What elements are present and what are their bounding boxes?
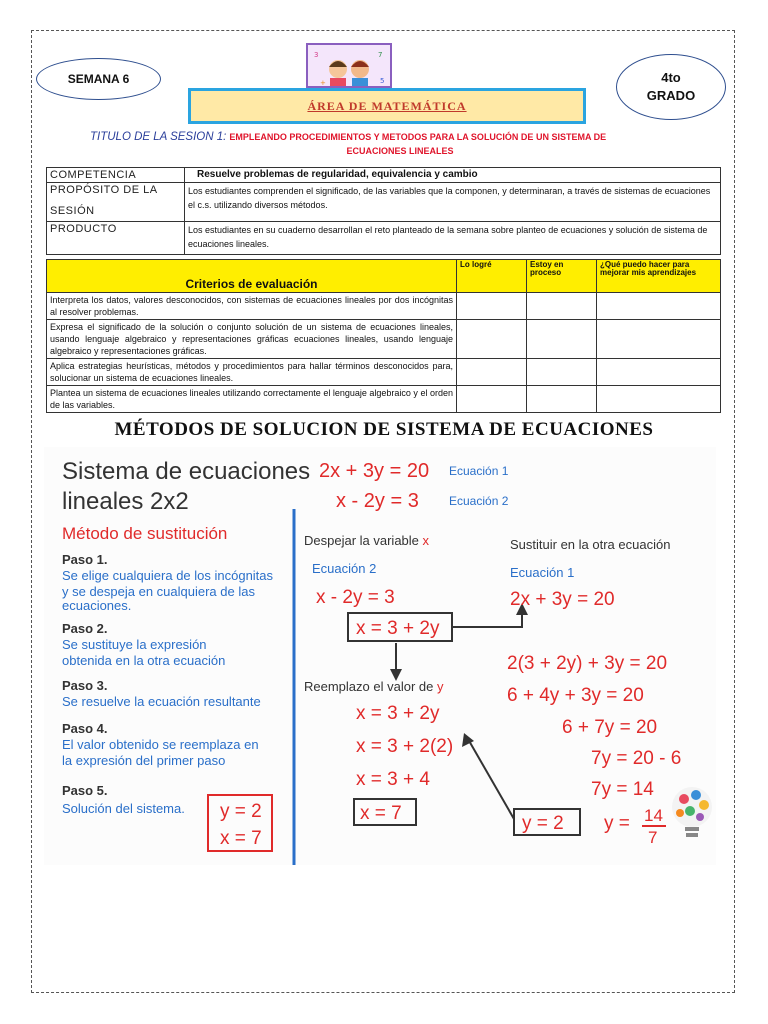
fraction-numerator: 14 xyxy=(644,806,663,825)
figure-heading-1: Sistema de ecuaciones xyxy=(62,458,311,485)
sustituir-label: Sustituir en la otra ecuación xyxy=(510,537,671,552)
substitute-step3: 6 + 7y = 20 xyxy=(562,717,658,738)
col-header-proceso: Estoy en proceso xyxy=(527,260,597,293)
session-title-line1: EMPLEANDO PROCEDIMIENTOS Y METODOS PARA LA SOLUCIÓN DE UN SISTEMA DE xyxy=(229,132,607,142)
paso4-line1: El valor obtenido se reemplaza en xyxy=(62,737,259,752)
col-header-logre: Lo logré xyxy=(457,260,527,293)
check-cell-logre[interactable] xyxy=(457,359,527,386)
check-cell-logre[interactable] xyxy=(457,386,527,413)
despejar-text: Despejar la variable xyxy=(304,533,419,548)
area-title: ÁREA DE MATEMÁTICA xyxy=(307,98,467,113)
solution-x: x = 7 xyxy=(220,828,262,849)
check-cell-logre[interactable] xyxy=(457,293,527,320)
ecuacion1-label: Ecuación 1 xyxy=(510,565,575,580)
paso1-line1: Se elige cualquiera de los incógnitas xyxy=(62,568,274,583)
substitute-step1: 2(3 + 2y) + 3y = 20 xyxy=(507,653,668,674)
criterion-row xyxy=(47,386,721,413)
eq2: x - 2y = 3 xyxy=(336,490,419,512)
evaluation-table xyxy=(46,259,721,413)
proposito-label-line2: SESIÓN xyxy=(50,205,95,217)
grado-label: GRADO xyxy=(646,88,696,103)
paso5-title: Paso 5. xyxy=(62,783,108,798)
reemplazo-step3: x = 3 + 4 xyxy=(356,769,430,790)
despejar-label xyxy=(304,533,430,548)
paso4-line2: la expresión del primer paso xyxy=(62,753,226,768)
figure-heading-2: lineales 2x2 xyxy=(62,488,189,515)
paso4-title: Paso 4. xyxy=(62,721,108,736)
criterion-text: Interpreta los datos, valores desconocidos, con sistemas de ecuaciones lineales por dos incógnitas al resolver problemas. xyxy=(47,293,457,320)
check-cell-proceso[interactable] xyxy=(527,320,597,359)
competencia-row xyxy=(47,168,721,183)
paso2-line1: Se sustituye la expresión xyxy=(62,637,207,652)
check-cell-logre[interactable] xyxy=(457,320,527,359)
substitute-equation: 2x + 3y = 20 xyxy=(510,589,615,610)
criterion-row xyxy=(47,359,721,386)
eq2-tag: Ecuación 2 xyxy=(449,494,509,508)
grado-number: 4to xyxy=(661,70,681,85)
area-banner xyxy=(188,88,586,124)
criterion-row xyxy=(47,293,721,320)
despejar-var: x xyxy=(422,533,430,548)
check-cell-proceso[interactable] xyxy=(527,359,597,386)
col-header-mejorar: ¿Qué puedo hacer para mejorar mis aprendizajes xyxy=(597,260,721,293)
competencia-label: COMPETENCIA xyxy=(47,168,185,183)
check-cell-proceso[interactable] xyxy=(527,293,597,320)
reemplazo-label xyxy=(304,679,444,694)
criterion-text: Plantea un sistema de ecuaciones lineales utilizando correctamente el lenguaje algebraico y el orden de las variables. xyxy=(47,386,457,413)
check-cell-mejorar[interactable] xyxy=(597,359,721,386)
proposito-value: Los estudiantes comprenden el significado, de las variables que la componen, y determinaran, a través de sistemas de ecuaciones el c.s. utilizando diversos métodos. xyxy=(185,183,721,222)
despejar-result: x = 3 + 2y xyxy=(356,618,440,639)
producto-row xyxy=(47,222,721,255)
method-title: Método de sustitución xyxy=(62,524,228,543)
competencia-value: Resuelve problemas de regularidad, equivalencia y cambio xyxy=(185,168,721,183)
eq1-tag: Ecuación 1 xyxy=(449,464,509,478)
check-cell-mejorar[interactable] xyxy=(597,293,721,320)
svg-text:3: 3 xyxy=(314,51,319,59)
paso1-line2: y se despeja en cualquiera de las xyxy=(62,584,255,599)
info-table xyxy=(46,167,721,255)
proposito-label xyxy=(47,183,185,222)
criterios-header: Criterios de evaluación xyxy=(47,260,457,293)
svg-text:5: 5 xyxy=(380,77,385,85)
substitute-step4: 7y = 20 - 6 xyxy=(591,748,682,769)
semana-badge xyxy=(36,58,161,100)
ecuacion2-label: Ecuación 2 xyxy=(312,561,377,576)
criterion-text: Aplica estrategias heurísticas, métodos y procedimientos para hallar términos desconocidos para, solucionar un sistema de ecuaciones lineales. xyxy=(47,359,457,386)
eq1: 2x + 3y = 20 xyxy=(319,460,430,482)
session-title-line2: ECUACIONES LINEALES xyxy=(346,146,454,156)
paso3-title: Paso 3. xyxy=(62,678,108,693)
paso1-title: Paso 1. xyxy=(62,552,108,567)
reemplazo-step2: x = 3 + 2(2) xyxy=(356,736,454,757)
substitute-step6-lhs: y = xyxy=(604,813,630,834)
svg-text:7: 7 xyxy=(378,51,383,59)
paso1-line3: ecuaciones. xyxy=(62,598,132,613)
criterion-row xyxy=(47,320,721,359)
substitution-method-figure xyxy=(44,447,716,865)
session-label: TITULO DE LA SESION 1: xyxy=(90,131,227,143)
paso5-line1: Solución del sistema. xyxy=(62,801,185,816)
metodos-title: MÉTODOS DE SOLUCION DE SISTEMA DE ECUACIONES xyxy=(114,419,654,440)
check-cell-proceso[interactable] xyxy=(527,386,597,413)
fraction-denominator: 7 xyxy=(648,828,658,847)
proposito-row xyxy=(47,183,721,222)
proposito-label-line1: PROPÓSITO DE LA xyxy=(50,184,158,196)
svg-text:+: + xyxy=(320,79,326,87)
session-title-block xyxy=(90,130,650,158)
paso2-title: Paso 2. xyxy=(62,621,108,636)
reemplazo-step4: x = 7 xyxy=(360,803,402,824)
y-result: y = 2 xyxy=(522,813,564,834)
reemplazo-var: y xyxy=(436,679,444,694)
grado-badge xyxy=(616,54,726,120)
producto-value: Los estudiantes en su cuaderno desarrollan el reto planteado de la semana sobre planteo de ecuaciones y solución de sistema de ecuaciones lineales. xyxy=(185,222,721,255)
despejar-equation: x - 2y = 3 xyxy=(316,587,395,608)
reemplazo-text: Reemplazo el valor de xyxy=(304,679,434,694)
reemplazo-step1: x = 3 + 2y xyxy=(356,703,440,724)
substitute-step5: 7y = 14 xyxy=(591,779,654,800)
semana-label: SEMANA 6 xyxy=(67,72,130,86)
evaluation-header-row xyxy=(47,260,721,293)
substitute-step2: 6 + 4y + 3y = 20 xyxy=(507,685,644,706)
producto-label: PRODUCTO xyxy=(47,222,185,255)
paso3-line1: Se resuelve la ecuación resultante xyxy=(62,694,261,709)
check-cell-mejorar[interactable] xyxy=(597,386,721,413)
check-cell-mejorar[interactable] xyxy=(597,320,721,359)
criterion-text: Expresa el significado de la solución o conjunto solución de un sistema de ecuaciones lineales, usando lenguaje algebraico y representaciones gráficas ecuaciones lineales, usando lenguaje algebraico y representaciones gráficas. xyxy=(47,320,457,359)
solution-y: y = 2 xyxy=(220,801,262,822)
math-kids-logo xyxy=(306,43,392,88)
paso2-line2: obtenida en la otra ecuación xyxy=(62,653,226,668)
